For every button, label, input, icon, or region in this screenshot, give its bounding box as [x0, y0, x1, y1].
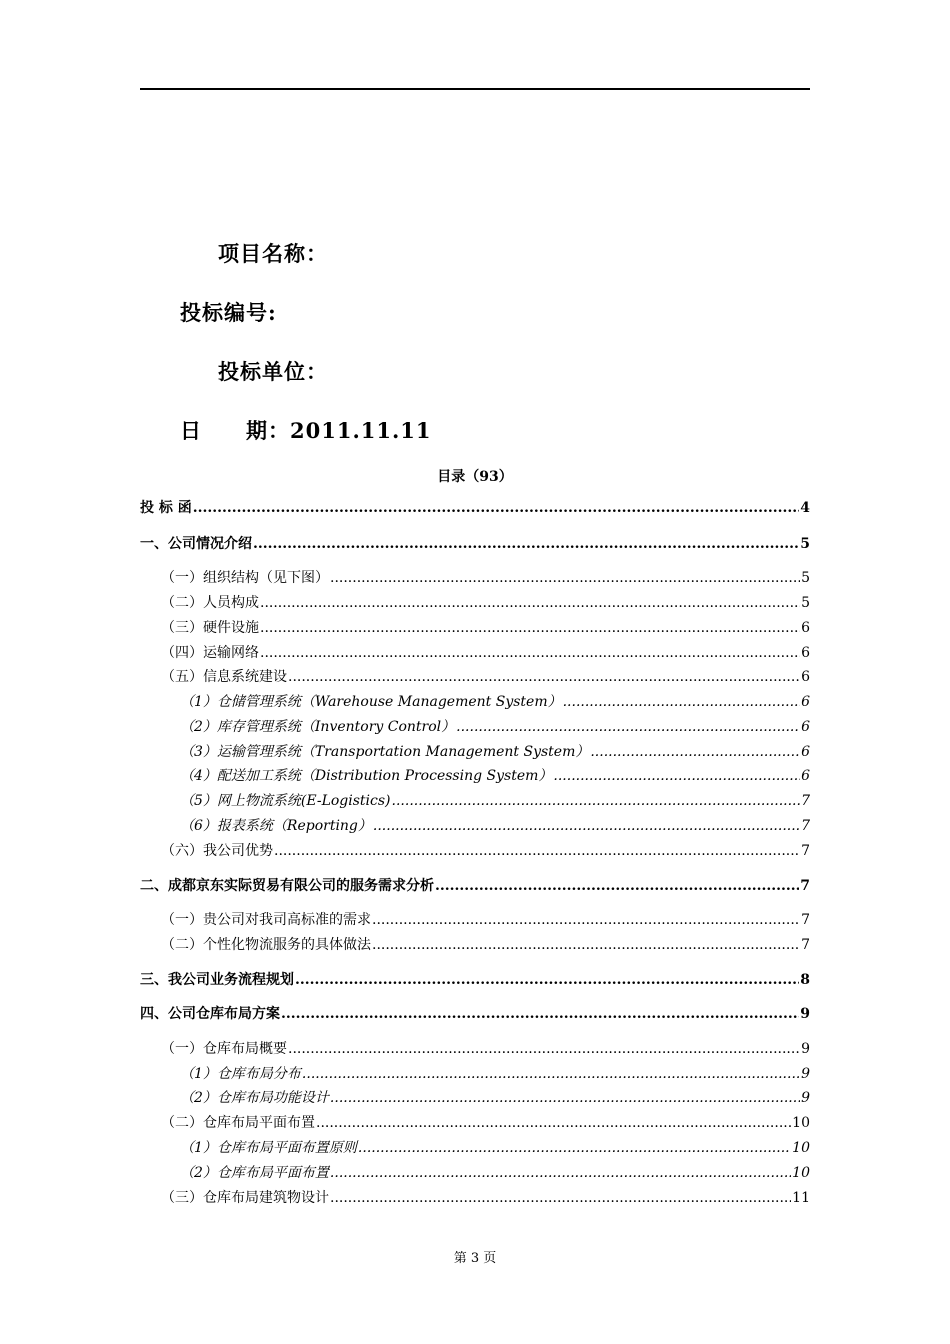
toc-entry[interactable] [140, 875, 810, 895]
toc-dot-leader [553, 767, 800, 785]
toc-dot-leader [295, 971, 799, 989]
toc-dot-leader [260, 619, 800, 637]
toc-entry-page: 7 [801, 818, 810, 834]
toc-entry-text: （一）贵公司对我司高标准的需求 [161, 912, 371, 928]
toc-entry-page: 7 [800, 878, 810, 894]
toc-entry-page: 9 [800, 1006, 810, 1022]
toc-entry-text: 一、公司情况介绍 [140, 536, 252, 552]
toc-entry-page: 9 [801, 1090, 810, 1106]
date-label: 日 期： [180, 418, 290, 443]
toc-entry[interactable] [161, 840, 810, 860]
toc-dot-leader [372, 936, 800, 954]
toc-dot-leader [435, 877, 799, 895]
toc-dot-leader [330, 569, 800, 587]
toc-dot-leader [358, 1139, 791, 1157]
toc-dot-leader [590, 743, 800, 761]
toc-entry-text: 投 标 函 [140, 500, 192, 516]
toc-entry-text: （4）配送加工系统（Distribution Processing System） [180, 768, 553, 784]
toc-dot-leader [302, 1065, 800, 1083]
toc-entry[interactable] [180, 1087, 810, 1107]
toc-dot-leader [281, 1005, 799, 1023]
toc-entry-page: 9 [801, 1041, 810, 1057]
toc-entry[interactable] [161, 1187, 810, 1207]
toc-entry-page: 8 [800, 972, 810, 988]
toc-dot-leader [330, 1189, 791, 1207]
toc-entry-page: 7 [801, 793, 810, 809]
toc-dot-leader [253, 535, 799, 553]
toc-entry-page: 11 [792, 1190, 810, 1206]
toc-entry-page: 7 [801, 912, 810, 928]
toc-dot-leader [373, 817, 800, 835]
toc-entry-page: 7 [801, 843, 810, 859]
toc-entry[interactable] [161, 666, 810, 686]
toc-entry[interactable] [180, 691, 810, 711]
toc-entry-page: 5 [801, 595, 810, 611]
toc-dot-leader [372, 911, 800, 929]
toc-entry-text: （1）仓库布局平面布置原则 [180, 1140, 357, 1156]
toc-entry[interactable] [161, 592, 810, 612]
toc-entry-text: （三）硬件设施 [161, 620, 259, 636]
toc-dot-leader [316, 1114, 791, 1132]
toc-entry-page: 5 [800, 536, 810, 552]
toc-entry[interactable] [161, 642, 810, 662]
toc-entry-page: 6 [801, 620, 810, 636]
toc-dot-leader [260, 644, 800, 662]
toc-entry[interactable] [140, 969, 810, 989]
toc-entry-page: 7 [801, 937, 810, 953]
toc-entry-page: 6 [801, 669, 810, 685]
toc-entry[interactable] [140, 533, 810, 553]
toc-entry-text: （5）网上物流系统(E-Logistics) [180, 793, 391, 809]
toc-entry[interactable] [161, 909, 810, 929]
toc-entry[interactable] [180, 815, 810, 835]
toc-entry-text: （二）个性化物流服务的具体做法 [161, 937, 371, 953]
toc-entry-page: 5 [801, 570, 810, 586]
header-rule [140, 88, 810, 90]
toc-entry[interactable] [161, 1112, 810, 1132]
toc-entry[interactable] [180, 1063, 810, 1083]
toc-entry[interactable] [180, 765, 810, 785]
toc-dot-leader [330, 1089, 800, 1107]
bidder-label: 投标单位： [218, 359, 328, 384]
toc-entry-text: （1）仓储管理系统（Warehouse Management System） [180, 694, 562, 710]
toc-entry-text: （2）仓库布局平面布置 [180, 1165, 329, 1181]
toc-entry-page: 4 [800, 500, 810, 516]
toc-entry[interactable] [180, 790, 810, 810]
toc-entry[interactable] [180, 741, 810, 761]
toc-dot-leader [288, 668, 800, 686]
toc-entry-text: 三、我公司业务流程规划 [140, 972, 294, 988]
toc-dot-leader [288, 1040, 800, 1058]
toc-entry-text: （六）我公司优势 [161, 843, 273, 859]
toc-title: 目录（93） [437, 469, 513, 485]
toc-dot-leader [260, 594, 800, 612]
toc-entry-text: （6）报表系统（Reporting） [180, 818, 372, 834]
toc-dot-leader [392, 792, 801, 810]
toc-entry[interactable] [161, 934, 810, 954]
toc-entry-text: （1）仓库布局分布 [180, 1066, 301, 1082]
toc-entry-text: （二）人员构成 [161, 595, 259, 611]
toc-dot-leader [330, 1164, 791, 1182]
toc-dot-leader [274, 842, 800, 860]
date-row [180, 415, 432, 445]
toc-entry-page: 9 [801, 1066, 810, 1082]
date-value: 2011.11.11 [290, 418, 432, 443]
toc-entry-text: （2）库存管理系统（Inventory Control） [180, 719, 456, 735]
toc-entry-page: 10 [792, 1165, 810, 1181]
toc-entry-text: （四）运输网络 [161, 645, 259, 661]
toc-dot-leader [456, 718, 800, 736]
toc-entry[interactable] [161, 567, 810, 587]
toc-entry-text: （一）组织结构（见下图） [161, 570, 329, 586]
toc-entry[interactable] [161, 1038, 810, 1058]
toc-entry[interactable] [140, 497, 810, 517]
toc-entry-page: 6 [801, 768, 810, 784]
toc-entry-text: （三）仓库布局建筑物设计 [161, 1190, 329, 1206]
toc-entry[interactable] [180, 1162, 810, 1182]
toc-entry-page: 6 [801, 744, 810, 760]
toc-entry[interactable] [180, 1137, 810, 1157]
toc-entry-text: 二、成都京东实际贸易有限公司的服务需求分析 [140, 878, 434, 894]
toc-entry[interactable] [140, 1003, 810, 1023]
toc-entry-page: 6 [801, 719, 810, 735]
toc-entry-text: （一）仓库布局概要 [161, 1041, 287, 1057]
toc-entry-text: （五）信息系统建设 [161, 669, 287, 685]
project-name-label: 项目名称： [218, 241, 328, 266]
toc-entry-text: （二）仓库布局平面布置 [161, 1115, 315, 1131]
toc-entry-text: （3）运输管理系统（Transportation Management System） [180, 744, 590, 760]
toc-entry-text: （2）仓库布局功能设计 [180, 1090, 329, 1106]
toc-entry-page: 10 [792, 1115, 810, 1131]
toc-dot-leader [193, 499, 800, 517]
toc-entry-text: 四、公司仓库布局方案 [140, 1006, 280, 1022]
toc-entry[interactable] [161, 617, 810, 637]
toc-dot-leader [563, 693, 800, 711]
toc-entry-page: 6 [801, 694, 810, 710]
toc-entry-page: 6 [801, 645, 810, 661]
page-footer: 第 3 页 [453, 1251, 497, 1266]
toc-entry[interactable] [180, 716, 810, 736]
bid-number-label: 投标编号: [180, 300, 277, 325]
toc-entry-page: 10 [792, 1140, 810, 1156]
